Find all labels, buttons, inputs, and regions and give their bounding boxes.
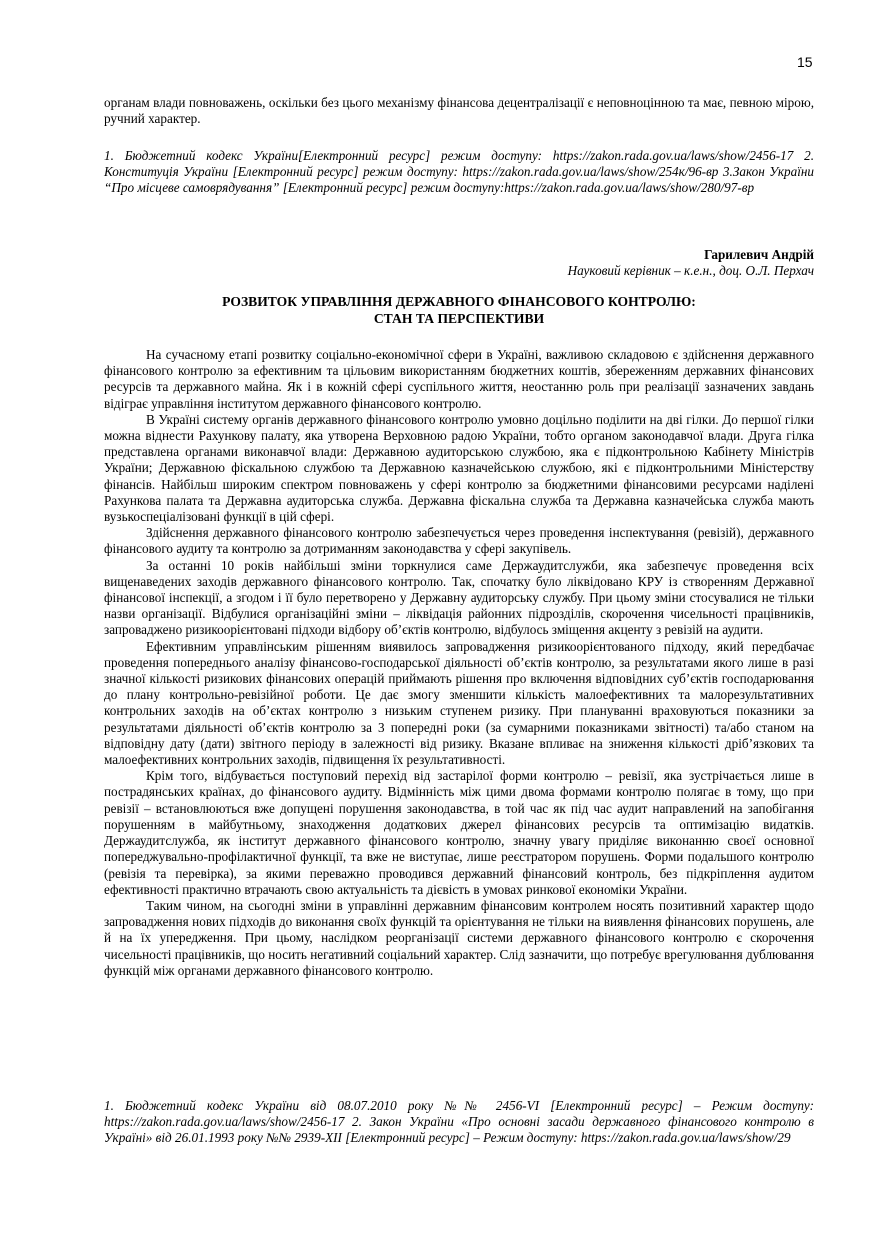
body-paragraph: Таким чином, на сьогодні зміни в управлінні державним фінансовим контролем носять позитивний характер щодо запровадження нових підходів до виконання своїх функцій та орієнтування не тільки на виявлення фінансових порушень, але й на їх упередження. При цьому, наслідком реорганізації системи державного фінансового контролю є скорочення чисельності працівників, що носить негативний соціальний характер. Слід зазначити, що потребує врегулювання дублювання функцій між органами державного фінансового контролю. [104, 897, 814, 978]
article-title-line-2: СТАН ТА ПЕРСПЕКТИВИ [373, 311, 545, 326]
article-body [104, 347, 814, 979]
author-name: Гарилевич Андрій [704, 247, 814, 262]
supervisor-line: Науковий керівник – к.е.н., доц. О.Л. Перхач [567, 263, 814, 279]
article-title-line-1: РОЗВИТОК УПРАВЛІННЯ ДЕРЖАВНОГО ФІНАНСОВОГО КОНТРОЛЮ: [222, 294, 696, 309]
page-number: 15 [797, 54, 813, 70]
author-block [568, 247, 814, 279]
body-paragraph: Крім того, відбувається поступовий перехід від застарілої форми контролю – ревізії, яка зустрічається лише в пострадянських країнах, до фінансового аудиту. Відмінність між цими двома формами контролю полягає в тому, що при ревізії – встановлюються вже допущені порушення законодавства, в той час як під час аудит направлений на запобігання порушенням в майбутньому, знаходження додаткових джерел фінансових ресурсів та оптимізацію видатків. Держаудитслужба, як інститут державного фінансового контролю, значну увагу приділяє виконанню своєї основної попереджувально-профілактичної функції, та вже не виступає, лише реєстратором порушень. Форми подальшого контролю (ревізія та перевірка), за якими переважно проводився державний фінансовий контроль, без підкріплення аудитом ефективності практично втрачають свою актуальність та дієвість в умовах ринкової економіки України. [104, 768, 814, 897]
article-references: 1. Бюджетний кодекс України від 08.07.2010 року №№ 2456-VI [Електронний ресурс] – Режим доступу: https://zakon.rada.gov.ua/laws/show/2456-17 2. Закон України «Про основні засади державного фінансового контролю в Україні» від 26.01.1993 року №№ 2939-XII [Електронний ресурс] – Режим доступу: https://zakon.rada.gov.ua/laws/show/29 [104, 1098, 814, 1146]
body-paragraph: Здійснення державного фінансового контролю забезпечується через проведення інспектування (ревізій), державного фінансового аудиту та контролю за дотриманням законодавства у сфері закупівель. [104, 525, 814, 557]
intro-paragraph: органам влади повноважень, оскільки без цього механізму фінансова децентралізації є неповноцінною та має, певною мірою, ручний характер. [104, 95, 814, 127]
body-paragraph: В Україні систему органів державного фінансового контролю умовно доцільно поділити на дві гілки. До першої гілки можна віднести Рахункову палату, яка утворена Верховною радою України, тобто органом законодавчої влади. Друга гілка представлена органами виконавчої влади: Державною аудиторською службою, яка є підконтрольною Кабінету Міністрів України; Державною фіскальною службою та Державною казначейською службою, які є підконтрольними Міністерству фінансів. Найбільш широким спектром повноважень у сфері контролю за бюджетними фінансовими ресурсами наділені Рахункова палата та Державна аудиторська служба. Державна фіскальна служба та Державна казначейська служба мають вузькоспеціалізовані функції в цій сфері. [104, 411, 814, 525]
previous-article-references: 1. Бюджетний кодекс України[Електронний ресурс] режим доступу: https://zakon.rada.gov.ua/laws/show/2456-17 2. Конституція України [Електронний ресурс] режим доступу: https://zakon.rada.gov.ua/laws/show/254к/96-вр 3.Закон України “Про місцеве самоврядування” [Електронний ресурс] режим доступу:https://zakon.rada.gov.ua/laws/show/280/97-вр [104, 148, 814, 196]
body-paragraph: За останні 10 років найбільші зміни торкнулися саме Держаудитслужби, яка забезпечує проведення всіх вищенаведених заходів державного фінансового контролю. Так, спочатку було ліквідовано КРУ із створенням Державної фінансової інспекції, а згодом і її було перетворено у Державну аудиторську службу. При цьому зміни стосувалися не тільки назви організації. Відбулися організаційні зміни – ліквідація районних підрозділів, скорочення чисельності працівників, запроваджено ризикоорієнтовані підходи відбору об’єктів контролю, відбулось зміщення акценту з ревізій на аудити. [104, 557, 814, 638]
body-paragraph: На сучасному етапі розвитку соціально-економічної сфери в Україні, важливою складовою є здійснення державного фінансового контролю за ефективним та цільовим використанням бюджетних коштів, збереженням державних фінансових ресурсів та державного майна. Як і в кожній сфері суспільного життя, неостанню роль при реалізації зазначених завдань відіграє управління інститутом державного фінансового контролю. [104, 347, 814, 411]
body-paragraph: Ефективним управлінським рішенням виявилось запровадження ризикоорієнтованого підходу, який передбачає проведення попереднього аналізу фінансово-господарської діяльності об’єктів контролю, за результатами якого лише в разі значної кількості ризикових фінансових операцій приймають рішення про включення відповідних суб’єктів господарювання до плану контрольно-ревізійної роботи. Це дає змогу зменшити кількість малоефективних та малорезультативних контрольних заходів на об’єктах контролю з низьким ступенем ризику. При плануванні враховуються показники за результатами діяльності об’єктів контролю за 3 попередні роки (за сумарними показниками звітності) та/або станом на відповідну дату (дати) звітного періоду в залежності від ризику. Вказане впливає на зниження кількості дріб’язкових та малоефективних контрольних заходів, підвищення їх результативності. [104, 638, 814, 768]
article-title [104, 293, 814, 327]
